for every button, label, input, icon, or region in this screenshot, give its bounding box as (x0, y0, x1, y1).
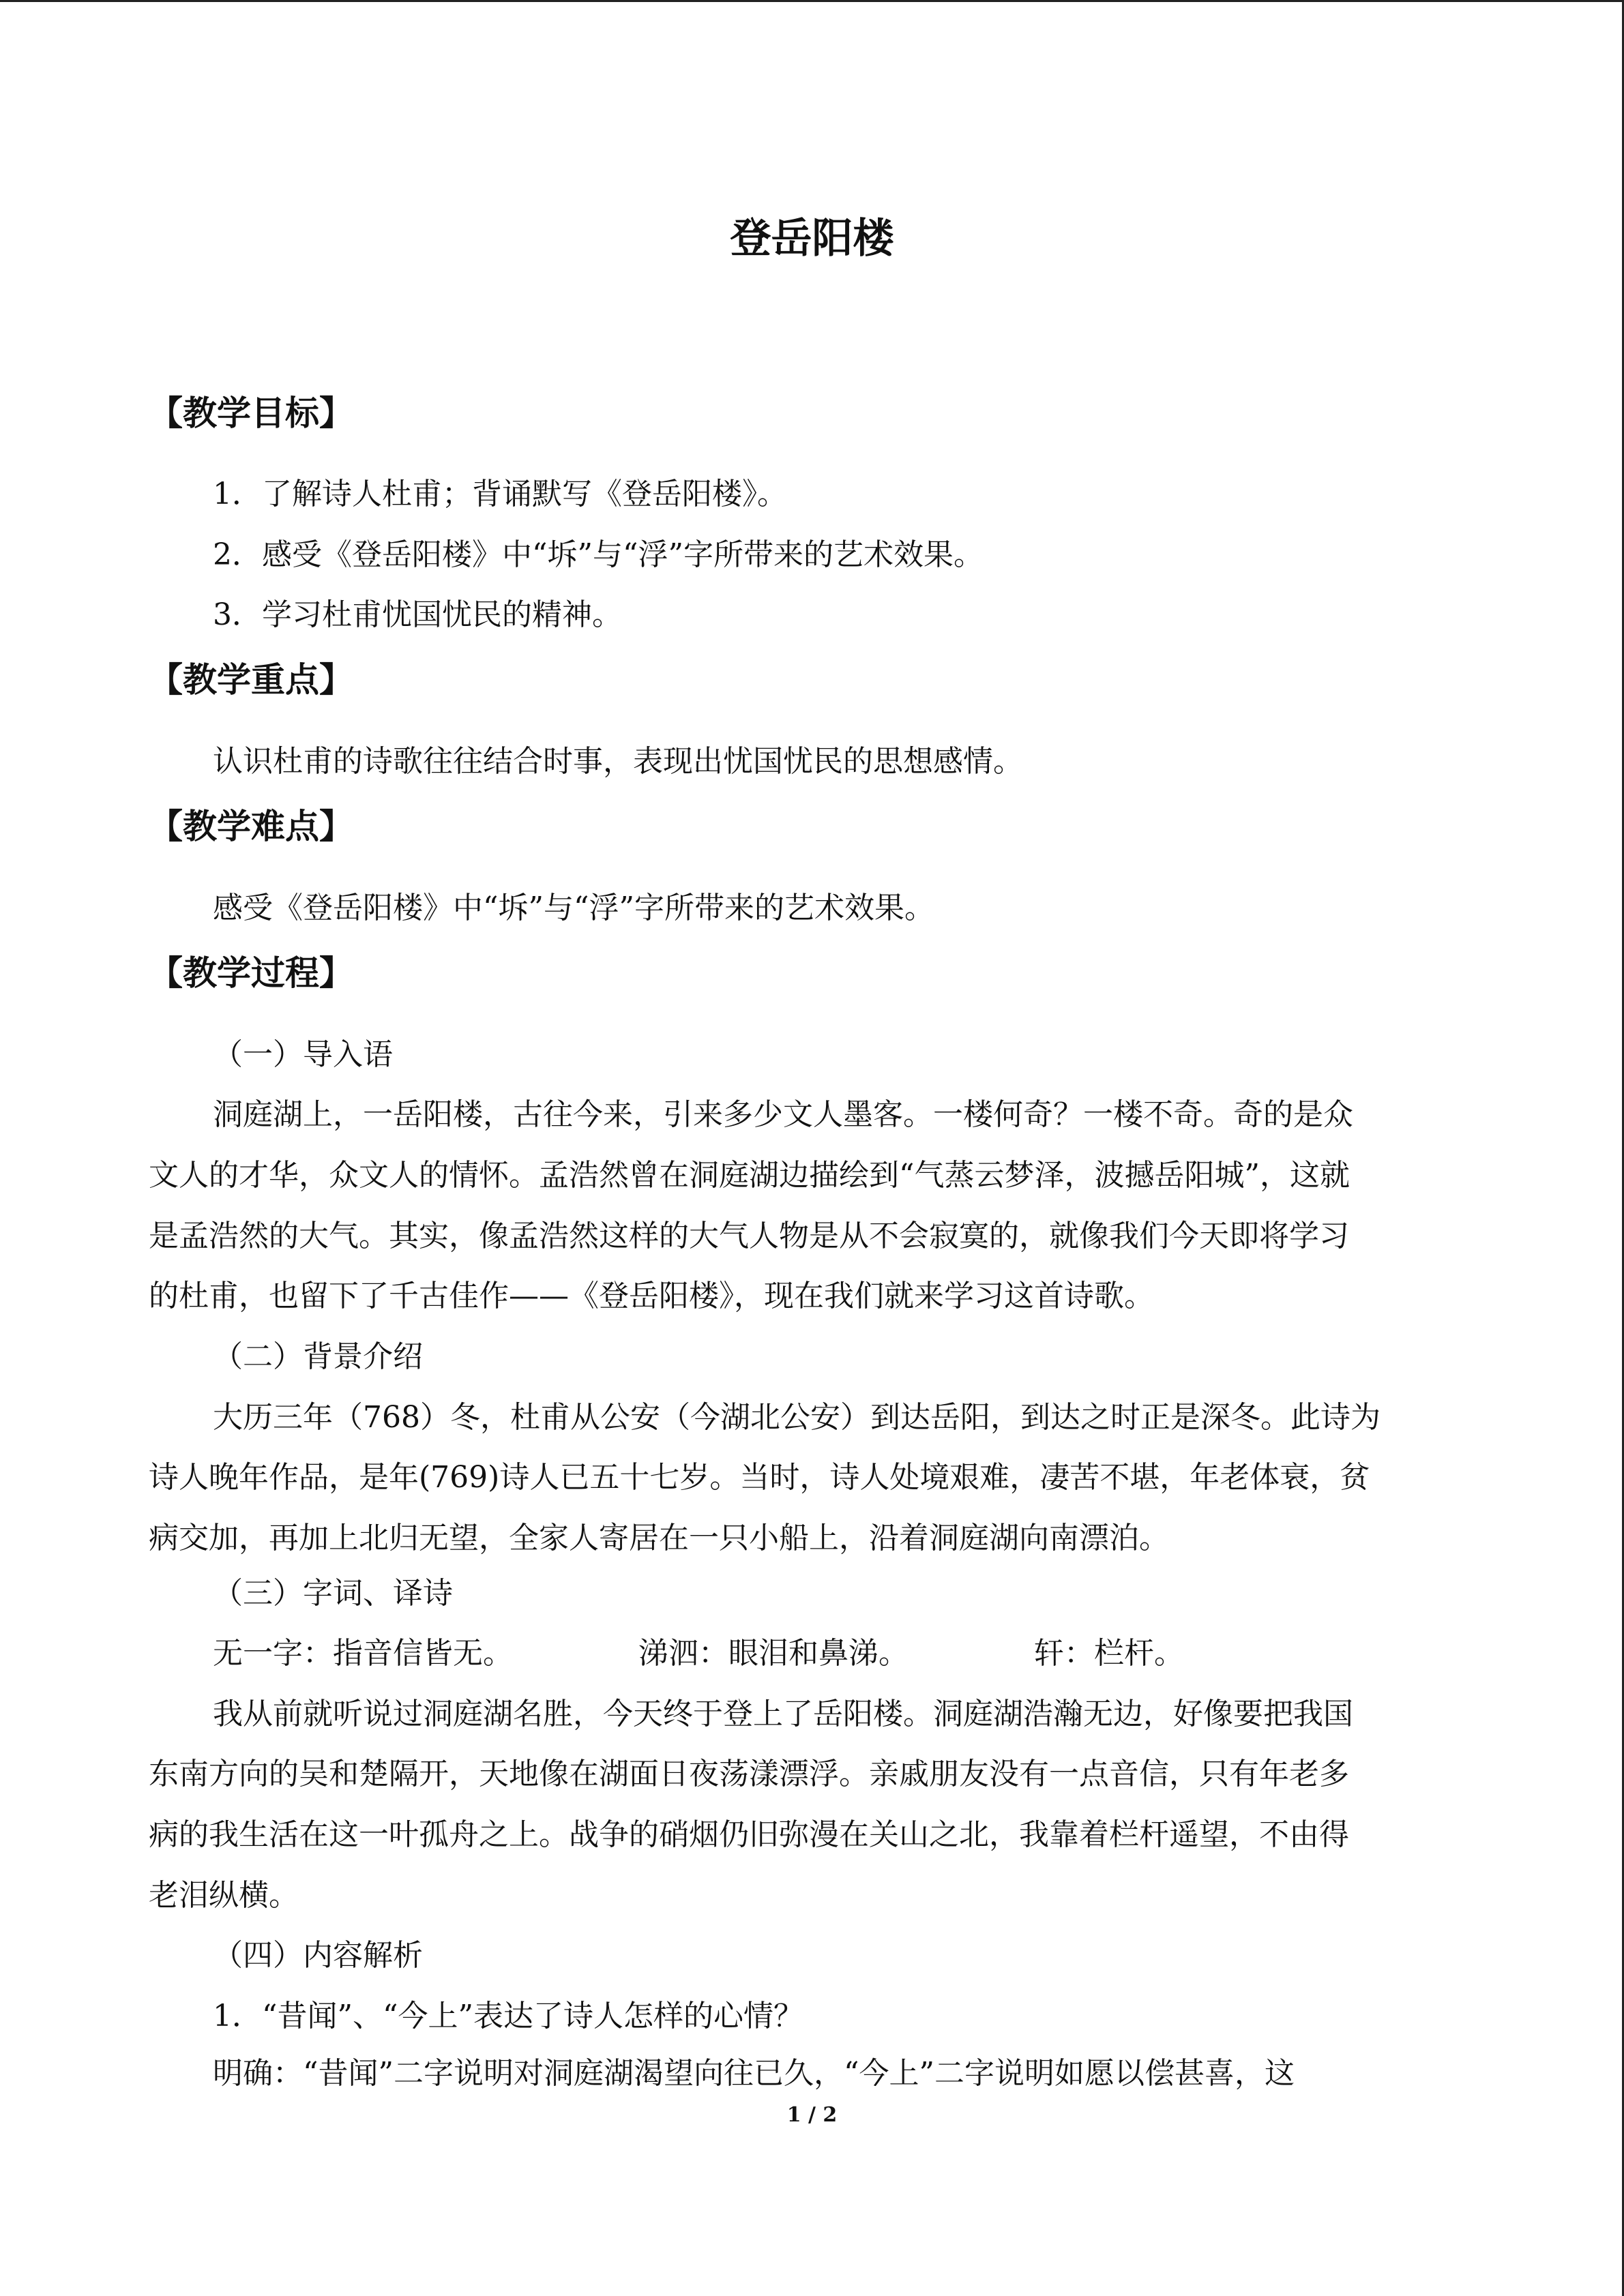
analysis-answer: 明确：“昔闻”二字说明对洞庭湖渴望向往已久，“今上”二字说明如愿以偿甚喜，这 (213, 2056, 1295, 2091)
intro-line: 的杜甫，也留下了千古佳作——《登岳阳楼》，现在我们就来学习这首诗歌。 (149, 1279, 1154, 1313)
background-line: 病交加，再加上北归无望，全家人寄居在一只小船上，沿着洞庭湖向南漂泊。 (149, 1521, 1169, 1555)
objective-item: 3．学习杜甫忧国忧民的精神。 (213, 597, 622, 632)
gloss-item: 无一字：指音信皆无。 (213, 1636, 513, 1671)
translation-line: 我从前就听说过洞庭湖名胜，今天终于登上了岳阳楼。洞庭湖浩瀚无边，好像要把我国 (213, 1697, 1353, 1731)
analysis-question: 1．“昔闻”、“今上”表达了诗人怎样的心情？ (213, 1999, 803, 2033)
translation-line: 东南方向的吴和楚隔开，天地像在湖面日夜荡漾漂浮。亲戚朋友没有一点音信，只有年老多 (149, 1757, 1349, 1791)
difficulties-text: 感受《登岳阳楼》中“坼”与“浮”字所带来的艺术效果。 (213, 891, 934, 925)
background-line: 大历三年（768）冬，杜甫从公安（今湖北公安）到达岳阳，到达之时正是深冬。此诗为 (213, 1400, 1381, 1435)
translation-line: 老泪纵横。 (149, 1878, 299, 1913)
intro-line: 是孟浩然的大气。其实，像孟浩然这样的大气人物是从不会寂寞的，就像我们今天即将学习 (149, 1219, 1349, 1253)
heading-objectives: 【教学目标】 (149, 393, 353, 433)
key-points-text: 认识杜甫的诗歌往往结合时事，表现出忧国忧民的思想感情。 (213, 744, 1023, 779)
page-number: 1 / 2 (786, 2103, 838, 2127)
subsection-label-intro: （一）导入语 (213, 1037, 393, 1072)
gloss-item: 涕泗：眼泪和鼻涕。 (638, 1636, 909, 1671)
document-title: 登岳阳楼 (730, 215, 894, 263)
objective-item: 1．了解诗人杜甫；背诵默写《登岳阳楼》。 (213, 477, 787, 511)
heading-process: 【教学过程】 (149, 953, 353, 993)
heading-key-points: 【教学重点】 (149, 660, 353, 700)
subsection-label-translation: （三）字词、译诗 (213, 1576, 453, 1611)
heading-difficulties: 【教学难点】 (149, 807, 353, 846)
gloss-item: 轩：栏杆。 (1034, 1636, 1184, 1671)
intro-line: 洞庭湖上，一岳阳楼，古往今来，引来多少文人墨客。一楼何奇？一楼不奇。奇的是众 (213, 1097, 1353, 1132)
subsection-label-background: （二）背景介绍 (213, 1339, 423, 1374)
translation-line: 病的我生活在这一叶孤舟之上。战争的硝烟仍旧弥漫在关山之北，我靠着栏杆遥望，不由得 (149, 1817, 1349, 1852)
subsection-label-analysis: （四）内容解析 (213, 1938, 423, 1973)
objective-item: 2．感受《登岳阳楼》中“坼”与“浮”字所带来的艺术效果。 (213, 537, 984, 572)
intro-line: 文人的才华，众文人的情怀。孟浩然曾在洞庭湖边描绘到“气蒸云梦泽，波撼岳阳城”，这就 (149, 1158, 1350, 1193)
background-line: 诗人晚年作品，是年(769)诗人已五十七岁。当时，诗人处境艰难，凄苦不堪，年老体衰，贫 (149, 1460, 1370, 1495)
